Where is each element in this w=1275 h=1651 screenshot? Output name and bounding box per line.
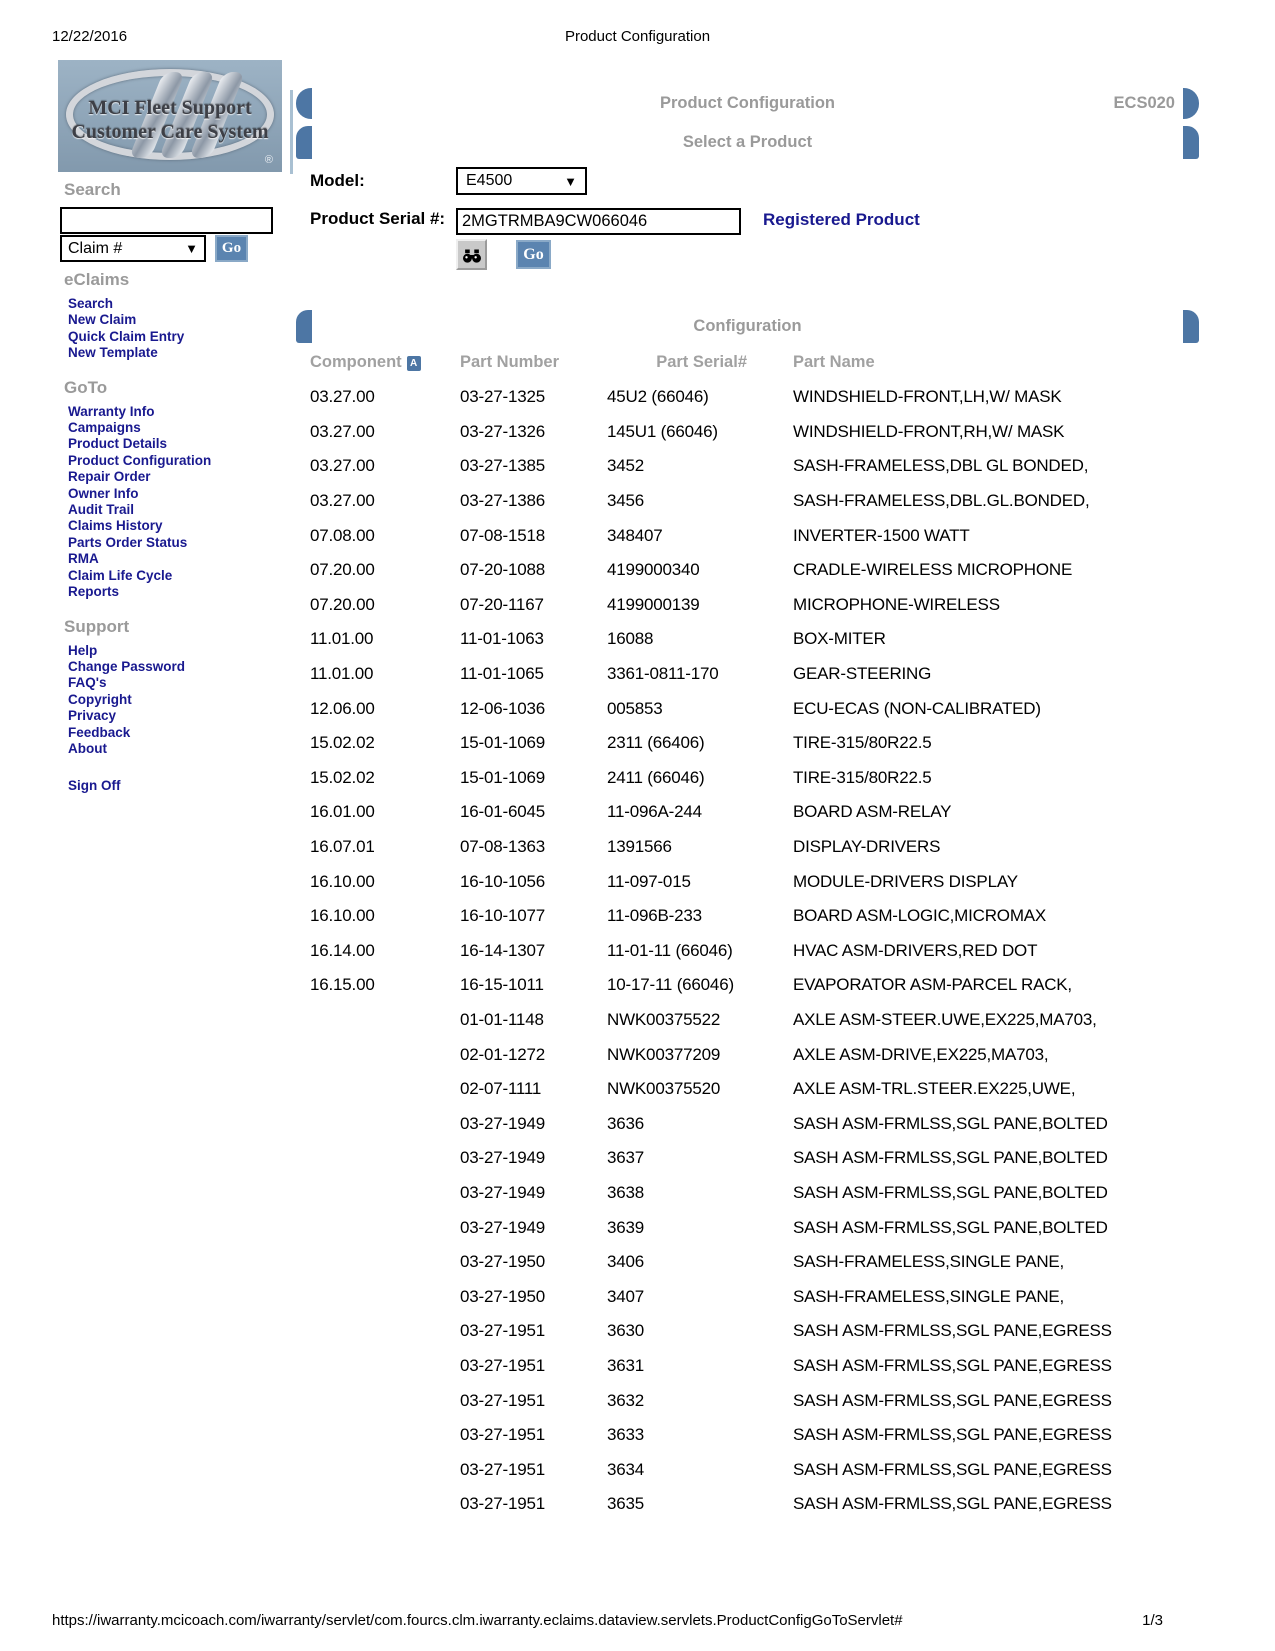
bar-endcap	[296, 126, 312, 159]
cell-part-serial: 3634	[607, 1459, 645, 1479]
cell-part-name: SASH ASM-FRMLSS,SGL PANE,BOLTED	[793, 1217, 1108, 1237]
cell-part-serial: 3406	[607, 1252, 645, 1272]
sidebar-item-audit-trail[interactable]: Audit Trail	[68, 502, 135, 518]
serial-label: Product Serial #:	[310, 209, 446, 228]
cell-component: 11.01.00	[310, 664, 374, 684]
cell-part-number: 03-27-1951	[460, 1459, 545, 1479]
cell-part-name: TIRE-315/80R22.5	[793, 767, 932, 787]
sidebar-item-parts-order-status[interactable]: Parts Order Status	[68, 534, 188, 550]
cell-part-serial: 2411 (66046)	[607, 767, 705, 787]
cell-component: 16.14.00	[310, 940, 375, 960]
cell-part-serial: 4199000340	[607, 560, 700, 580]
table-row	[310, 934, 1199, 969]
sidebar-item-new-claim[interactable]: New Claim	[68, 312, 137, 328]
cell-part-number: 03-27-1949	[460, 1182, 545, 1202]
table-header-row	[310, 351, 1199, 373]
cell-component: 11.01.00	[310, 629, 374, 649]
search-controls	[60, 235, 284, 262]
sidebar	[58, 60, 284, 795]
table-row	[310, 1037, 1199, 1072]
sidebar-item-campaigns[interactable]: Campaigns	[68, 420, 141, 436]
cell-part-serial: 2311 (66406)	[607, 733, 705, 753]
logo-line2: Customer Care System	[71, 121, 269, 143]
table-row	[310, 484, 1199, 519]
cell-part-serial: 3452	[607, 456, 645, 476]
cell-part-serial: 3456	[607, 491, 645, 511]
cell-part-name: BOARD ASM-LOGIC,MICROMAX	[793, 906, 1047, 926]
table-row	[310, 1003, 1199, 1038]
table-row	[310, 864, 1199, 899]
cell-part-name: SASH ASM-FRMLSS,SGL PANE,BOLTED	[793, 1148, 1108, 1168]
table-row	[310, 588, 1199, 623]
sidebar-item-reports[interactable]: Reports	[68, 584, 120, 600]
sidebar-item-warranty-info[interactable]: Warranty Info	[68, 403, 155, 419]
configuration-bar	[296, 310, 1199, 343]
subtitle: Select a Product	[682, 133, 813, 151]
cell-part-serial: 3637	[607, 1148, 645, 1168]
cell-part-serial: NWK00375522	[607, 1009, 721, 1029]
cell-part-number: 16-15-1011	[460, 975, 544, 995]
cell-component: 03.27.00	[310, 491, 375, 511]
table-row	[310, 1176, 1199, 1211]
cell-part-serial: 16088	[607, 629, 654, 649]
sidebar-item-claim-life-cycle[interactable]: Claim Life Cycle	[68, 567, 173, 583]
cell-component: 12.06.00	[310, 698, 375, 718]
cell-part-name: SASH-FRAMELESS,SINGLE PANE,	[793, 1286, 1065, 1306]
cell-part-number: 03-27-1385	[460, 456, 545, 476]
cell-part-number: 03-27-1949	[460, 1148, 545, 1168]
table-row	[310, 795, 1199, 830]
column-header-part-serial: Part Serial#	[656, 352, 747, 371]
column-header-part-name: Part Name	[793, 352, 875, 371]
sidebar-item-help[interactable]: Help	[68, 642, 98, 658]
cell-part-number: 02-07-1111	[460, 1079, 542, 1099]
sidebar-search-go-button[interactable]: Go	[215, 235, 248, 262]
cell-component: 07.20.00	[310, 594, 375, 614]
sidebar-item-rma[interactable]: RMA	[68, 551, 99, 567]
cell-part-name: SASH ASM-FRMLSS,SGL PANE,EGRESS	[793, 1494, 1112, 1514]
cell-component: 16.10.00	[310, 906, 375, 926]
cell-part-serial: NWK00377209	[607, 1044, 721, 1064]
cell-part-number: 02-01-1272	[460, 1044, 545, 1064]
cell-part-serial: 3407	[607, 1286, 645, 1306]
binoculars-icon	[461, 244, 483, 266]
sidebar-item-privacy[interactable]: Privacy	[68, 708, 117, 724]
table-row	[310, 761, 1199, 796]
cell-part-serial: 3633	[607, 1425, 645, 1445]
logo-text	[58, 60, 282, 172]
table-row	[310, 1106, 1199, 1141]
print-footer	[52, 1612, 1163, 1629]
sidebar-nav	[58, 270, 284, 757]
cell-part-serial: 348407	[607, 525, 663, 545]
cell-part-serial: 4199000139	[607, 594, 700, 614]
serial-go-button[interactable]: Go	[516, 240, 551, 269]
table-row	[310, 1141, 1199, 1176]
print-header	[52, 28, 1223, 48]
cell-part-number: 07-20-1167	[460, 594, 544, 614]
cell-part-number: 03-27-1325	[460, 387, 545, 407]
registered-trademark-icon: ®	[264, 154, 273, 166]
table-row	[310, 1487, 1199, 1522]
cell-component: 16.07.01	[310, 837, 375, 857]
cell-part-name: CRADLE-WIRELESS MICROPHONE	[793, 560, 1073, 580]
sort-ascending-icon[interactable]: A	[407, 356, 421, 371]
cell-part-name: SASH-FRAMELESS,DBL GL BONDED,	[793, 456, 1089, 476]
cell-part-name: AXLE ASM-DRIVE,EX225,MA703,	[793, 1044, 1049, 1064]
table-body	[310, 380, 1199, 1522]
configuration-table	[296, 351, 1199, 1522]
sidebar-item-feedback[interactable]: Feedback	[68, 724, 131, 740]
cell-component: 03.27.00	[310, 456, 375, 476]
cell-part-serial: 10-17-11 (66046)	[607, 975, 734, 995]
configuration-header: Configuration	[693, 317, 802, 335]
chevron-down-icon: ▼	[564, 173, 577, 189]
serial-input[interactable]	[456, 208, 741, 235]
bar-endcap	[1183, 310, 1199, 343]
model-label: Model:	[310, 171, 365, 190]
cell-part-serial: 11-01-11 (66046)	[607, 940, 733, 960]
cell-part-name: MICROPHONE-WIRELESS	[793, 594, 1000, 614]
cell-part-serial: 005853	[607, 698, 663, 718]
cell-part-name: SASH-FRAMELESS,DBL.GL.BONDED,	[793, 491, 1090, 511]
cell-part-serial: 11-096A-244	[607, 802, 702, 822]
sidebar-item-product-configuration[interactable]: Product Configuration	[68, 452, 212, 468]
sidebar-item-owner-info[interactable]: Owner Info	[68, 485, 139, 501]
cell-part-name: ECU-ECAS (NON-CALIBRATED)	[793, 698, 1041, 718]
bar-endcap	[296, 310, 312, 343]
footer-page-number: 1/3	[1142, 1612, 1163, 1629]
cell-part-name: SASH-FRAMELESS,SINGLE PANE,	[793, 1252, 1065, 1272]
app-logo	[58, 60, 282, 172]
sidebar-item-repair-order[interactable]: Repair Order	[68, 469, 151, 485]
cell-part-number: 07-20-1088	[460, 560, 545, 580]
cell-part-number: 12-06-1036	[460, 698, 545, 718]
table-row	[310, 968, 1199, 1003]
sidebar-item-search[interactable]: Search	[68, 296, 114, 311]
chevron-down-icon: ▼	[185, 241, 198, 256]
product-select-form	[296, 167, 1199, 270]
table-row	[310, 830, 1199, 865]
logo-line1: MCI Fleet Support	[88, 97, 252, 119]
cell-part-name: MODULE-DRIVERS DISPLAY	[793, 871, 1018, 891]
cell-component: 07.08.00	[310, 525, 375, 545]
cell-part-name: SASH ASM-FRMLSS,SGL PANE,BOLTED	[793, 1113, 1108, 1133]
cell-part-name: AXLE ASM-STEER.UWE,EX225,MA703,	[793, 1009, 1097, 1029]
main-content	[296, 88, 1199, 1522]
print-page-title: Product Configuration	[564, 28, 711, 45]
table-row	[310, 449, 1199, 484]
bar-endcap	[296, 88, 312, 119]
cell-part-name: BOARD ASM-RELAY	[793, 802, 952, 822]
find-serial-button[interactable]	[456, 239, 487, 270]
search-type-select[interactable]	[60, 235, 206, 262]
table-row	[310, 691, 1199, 726]
cell-component: 03.27.00	[310, 421, 375, 441]
sidebar-section-header-eclaims: eClaims	[64, 270, 130, 289]
table-row	[310, 1383, 1199, 1418]
table-row	[310, 899, 1199, 934]
header-accent-line	[290, 90, 293, 174]
search-section-header: Search	[64, 180, 121, 199]
table-row	[310, 1072, 1199, 1107]
cell-part-name: TIRE-315/80R22.5	[793, 733, 932, 753]
print-date: 12/22/2016	[52, 28, 128, 45]
table-row	[310, 1349, 1199, 1384]
cell-part-number: 03-27-1386	[460, 491, 545, 511]
bar-endcap	[1183, 88, 1199, 119]
cell-part-serial: 3631	[607, 1355, 645, 1375]
cell-part-name: WINDSHIELD-FRONT,LH,W/ MASK	[793, 387, 1062, 407]
table-row	[310, 1314, 1199, 1349]
cell-part-name: GEAR-STEERING	[793, 664, 932, 684]
search-input[interactable]	[60, 207, 273, 234]
table-row	[310, 1452, 1199, 1487]
cell-part-name: INVERTER-1500 WATT	[793, 525, 970, 545]
cell-part-number: 03-27-1949	[460, 1113, 545, 1133]
search-type-selected-value: Claim #	[68, 239, 123, 257]
table-row	[310, 518, 1199, 553]
cell-part-name: HVAC ASM-DRIVERS,RED DOT	[793, 940, 1038, 960]
cell-component: 07.20.00	[310, 560, 375, 580]
cell-part-name: SASH ASM-FRMLSS,SGL PANE,EGRESS	[793, 1459, 1112, 1479]
column-header-part-number: Part Number	[460, 352, 560, 371]
table-row	[310, 1245, 1199, 1280]
cell-part-number: 03-27-1949	[460, 1217, 545, 1237]
cell-component: 16.01.00	[310, 802, 375, 822]
cell-part-number: 03-27-1950	[460, 1286, 545, 1306]
table-row	[310, 553, 1199, 588]
cell-part-name: SASH ASM-FRMLSS,SGL PANE,EGRESS	[793, 1321, 1112, 1341]
table-row	[310, 415, 1199, 450]
model-select[interactable]	[456, 167, 587, 195]
cell-part-name: WINDSHIELD-FRONT,RH,W/ MASK	[793, 421, 1065, 441]
cell-component: 03.27.00	[310, 387, 375, 407]
registered-product-link[interactable]: Registered Product	[763, 210, 920, 229]
sidebar-item-about[interactable]: About	[68, 740, 107, 756]
screen-title-bar	[296, 88, 1199, 119]
sidebar-item-product-details[interactable]: Product Details	[68, 436, 168, 452]
cell-part-number: 07-08-1363	[460, 837, 545, 857]
cell-part-name: AXLE ASM-TRL.STEER.EX225,UWE,	[793, 1079, 1076, 1099]
cell-part-serial: NWK00375520	[607, 1079, 721, 1099]
cell-part-number: 15-01-1069	[460, 733, 545, 753]
table-row	[310, 1279, 1199, 1314]
subtitle-bar	[296, 126, 1199, 159]
column-header-component: Component A	[310, 353, 460, 372]
cell-part-serial: 3630	[607, 1321, 645, 1341]
cell-part-number: 16-14-1307	[460, 940, 545, 960]
cell-part-serial: 3639	[607, 1217, 645, 1237]
sidebar-item-sign-off[interactable]: Sign Off	[68, 778, 121, 794]
cell-part-serial: 45U2 (66046)	[607, 387, 709, 407]
table-row	[310, 657, 1199, 692]
screen-code: ECS020	[1113, 94, 1175, 112]
cell-part-name: SASH ASM-FRMLSS,SGL PANE,EGRESS	[793, 1355, 1112, 1375]
cell-part-name: BOX-MITER	[793, 629, 886, 649]
table-row	[310, 726, 1199, 761]
cell-part-number: 15-01-1069	[460, 767, 545, 787]
cell-part-number: 03-27-1951	[460, 1390, 545, 1410]
sidebar-item-quick-claim-entry[interactable]: Quick Claim Entry	[68, 328, 185, 344]
cell-part-serial: 3361-0811-170	[607, 664, 719, 684]
table-row	[310, 380, 1199, 415]
sidebar-section-header-support: Support	[64, 616, 130, 636]
cell-part-number: 16-01-6045	[460, 802, 545, 822]
cell-part-serial: 11-096B-233	[607, 906, 702, 926]
cell-part-number: 03-27-1950	[460, 1252, 545, 1272]
cell-part-name: SASH ASM-FRMLSS,SGL PANE,EGRESS	[793, 1425, 1112, 1445]
sidebar-item-copyright[interactable]: Copyright	[68, 691, 132, 707]
cell-part-number: 11-01-1065	[460, 664, 544, 684]
table-row	[310, 622, 1199, 657]
cell-part-serial: 3636	[607, 1113, 645, 1133]
sidebar-item-faq-s[interactable]: FAQ's	[68, 675, 107, 691]
cell-part-number: 03-27-1951	[460, 1425, 545, 1445]
cell-part-serial: 1391566	[607, 837, 672, 857]
cell-part-number: 16-10-1077	[460, 906, 545, 926]
cell-part-serial: 11-097-015	[607, 871, 691, 891]
sidebar-item-new-template[interactable]: New Template	[68, 345, 158, 361]
cell-part-number: 07-08-1518	[460, 525, 545, 545]
table-row	[310, 1210, 1199, 1245]
screen-title: Product Configuration	[659, 94, 836, 112]
bar-endcap	[1183, 126, 1199, 159]
cell-part-name: DISPLAY-DRIVERS	[793, 837, 941, 857]
cell-component: 15.02.02	[310, 767, 375, 787]
cell-part-serial: 3632	[607, 1390, 645, 1410]
cell-component: 15.02.02	[310, 733, 375, 753]
model-selected-value: E4500	[466, 172, 513, 189]
cell-part-number: 03-27-1951	[460, 1321, 545, 1341]
cell-part-name: SASH ASM-FRMLSS,SGL PANE,EGRESS	[793, 1390, 1112, 1410]
cell-part-number: 11-01-1063	[460, 629, 544, 649]
cell-part-serial: 145U1 (66046)	[607, 421, 718, 441]
sidebar-item-claims-history[interactable]: Claims History	[68, 518, 163, 534]
table-row	[310, 1418, 1199, 1453]
cell-part-serial: 3638	[607, 1182, 645, 1202]
sidebar-item-change-password[interactable]: Change Password	[68, 658, 186, 674]
cell-part-number: 16-10-1056	[460, 871, 545, 891]
cell-component: 16.15.00	[310, 975, 375, 995]
cell-part-number: 01-01-1148	[460, 1009, 544, 1029]
cell-part-number: 03-27-1326	[460, 421, 545, 441]
cell-part-name: EVAPORATOR ASM-PARCEL RACK,	[793, 975, 1072, 995]
cell-component: 16.10.00	[310, 871, 375, 891]
cell-part-serial: 3635	[607, 1494, 645, 1514]
cell-part-name: SASH ASM-FRMLSS,SGL PANE,BOLTED	[793, 1182, 1108, 1202]
sidebar-section-header-goto: GoTo	[64, 377, 108, 397]
cell-part-number: 03-27-1951	[460, 1355, 545, 1375]
footer-url: https://iwarranty.mcicoach.com/iwarranty/servlet/com.fourcs.clm.iwarranty.eclaims.dataview.servlets.ProductConfigGoToServlet#	[52, 1612, 903, 1629]
cell-part-number: 03-27-1951	[460, 1494, 545, 1514]
